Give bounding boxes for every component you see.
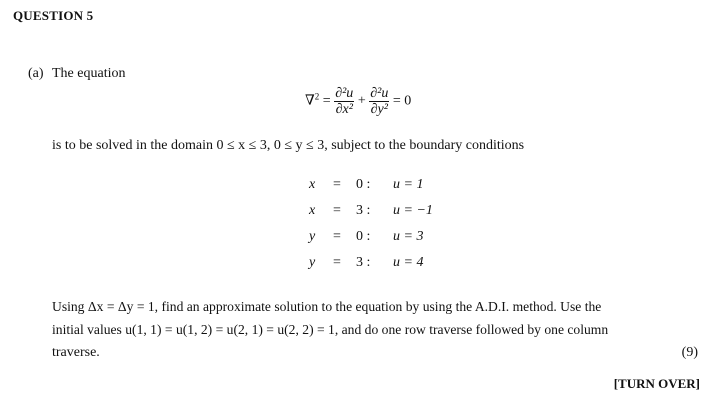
- bc-equals: =: [333, 255, 341, 270]
- bc-condition: u = 1: [393, 177, 424, 192]
- bc-variable: x: [309, 203, 316, 218]
- instruction-line-1: Using Δx = Δy = 1, find an approximate solution to the equation by using the A.D.I. method. Use the: [52, 299, 602, 314]
- fraction-denominator: ∂y²: [370, 102, 388, 117]
- bc-condition: u = 4: [393, 255, 424, 270]
- fraction-numerator: ∂²u: [335, 86, 354, 101]
- equals-sign: =: [322, 93, 331, 109]
- nabla-exponent: 2: [314, 91, 320, 102]
- bc-value: 0 :: [356, 177, 371, 192]
- bc-variable: x: [309, 177, 316, 192]
- plus-sign: +: [357, 93, 366, 109]
- part-label: (a): [28, 66, 44, 81]
- domain-text: is to be solved in the domain 0 ≤ x ≤ 3, 0 ≤ y ≤ 3, subject to the boundary conditions: [52, 138, 525, 153]
- bc-value: 3 :: [356, 255, 371, 270]
- equation-rhs: = 0: [392, 93, 412, 109]
- bc-value: 0 :: [356, 229, 371, 244]
- laplace-equation: [305, 86, 411, 117]
- bc-variable: y: [309, 255, 316, 270]
- bc-equals: =: [333, 203, 341, 218]
- bc-equals: =: [333, 177, 341, 192]
- fraction-numerator: ∂²u: [370, 86, 389, 101]
- bc-condition: u = 3: [393, 229, 424, 244]
- bc-equals: =: [333, 229, 341, 244]
- instruction-line-2: initial values u(1, 1) = u(1, 2) = u(2, 1) = u(2, 2) = 1, and do one row traverse followed by one column: [52, 322, 609, 337]
- marks-label: (9): [681, 345, 698, 360]
- bc-variable: y: [309, 229, 316, 244]
- intro-text: The equation: [52, 66, 126, 81]
- instruction-line-3: traverse.: [52, 345, 100, 360]
- turn-over-label: [TURN OVER]: [613, 376, 700, 391]
- question-title: QUESTION 5: [13, 8, 94, 23]
- fraction-d2u-dx2: [334, 86, 354, 117]
- bc-value: 3 :: [356, 203, 371, 218]
- fraction-denominator: ∂x²: [335, 102, 353, 117]
- bc-condition: u = −1: [393, 203, 433, 218]
- nabla-symbol: ∇: [305, 93, 315, 109]
- fraction-d2u-dy2: [369, 86, 389, 117]
